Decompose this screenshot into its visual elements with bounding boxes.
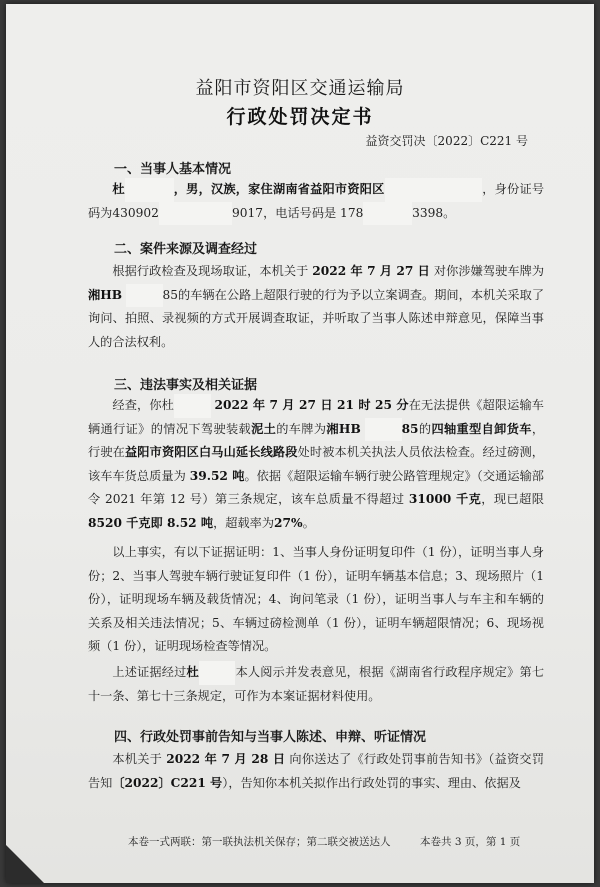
section-4-heading: 四、行政处罚事前告知与当事人陈述、申辩、听证情况 — [114, 730, 427, 745]
page-corner-shadow — [6, 845, 44, 883]
document-number: 益资交罚决〔2022〕C221 号 — [365, 134, 528, 148]
document-page — [6, 4, 594, 883]
section-2-paragraph: 根据行政检查及现场取证，本机关于 2022 年 7 月 27 日 对你涉嫌驾驶车牌为湘HB 85的车辆在公路上超限行驶的行为予以立案调查。期间，本机关采取了询问、拍照、录视频的方式开展调查取证，并听取了当事人陈述申辩意见，保障当事人的合法权利。 — [88, 264, 545, 349]
section-4-paragraph: 本机关于 2022 年 7 月 28 日 向你送达了《行政处罚事前告知书》（益资交罚告知〔2022〕C221 号），告知你本机关拟作出行政处罚的事实、理由、依据及 — [88, 752, 545, 790]
section-3-paragraph-2: 以上事实，有以下证据证明：1、当事人身份证明复印件（1 份），证明当事人身份；2、当事人驾驶车辆行驶证复印件（1 份），证明车辆基本信息；3、现场照片（1 份），证明现场车辆及载货情况；4、询问笔录（1 份），证明当事人与车主和车辆的关系及相关违法情况；5、车辆过磅检测单（1 份），证明车辆超限情况；6、现场视频（1 份），证明现场检查等情况。 — [88, 545, 544, 654]
section-2-heading: 二、案件来源及调查经过 — [114, 242, 258, 257]
footer-note: 本卷一式两联：第一联执法机关保存；第二联交被送达人 — [128, 836, 391, 848]
section-1-heading: 一、当事人基本情况 — [114, 162, 232, 177]
agency-name: 益阳市资阳区交通运输局 — [195, 78, 405, 99]
document-title: 行政处罚决定书 — [226, 106, 374, 128]
section-1-paragraph: 杜 ，男，汉族，家住湖南省益阳市资阳区 ，身份证号码为430902 9017，电话号码是 178 3398。 — [88, 178, 544, 225]
section-3-paragraph-1: 经查，你杜 2022 年 7 月 27 日 21 时 25 分在无法提供《超限运输车辆通行证》的情况下驾驶装载泥土的车牌为湘HB 85的四轴重型自卸货车，行驶在益阳市资阳区白马山延长线路段处时被本机关执法人员依法检查。经过磅测，该车车货总质量为 39.52 吨。依据《超限运输车辆行驶公路管理规定》（交通运输部令 2021 年第 12 号）第三条规定，该车总质量不得超过 31000 千克，现已超限8520 千克即 8.52 吨，超载率为27%。 — [88, 394, 544, 536]
section-3-paragraph-3: 上述证据经过杜 本人阅示并发表意见，根据《湖南省行政程序规定》第七十一条、第七十三条规定，可作为本案证据材料使用。 — [88, 661, 544, 708]
page-indicator: 本卷共 3 页，第 1 页 — [420, 836, 521, 848]
section-3-heading: 三、违法事实及相关证据 — [114, 378, 258, 393]
